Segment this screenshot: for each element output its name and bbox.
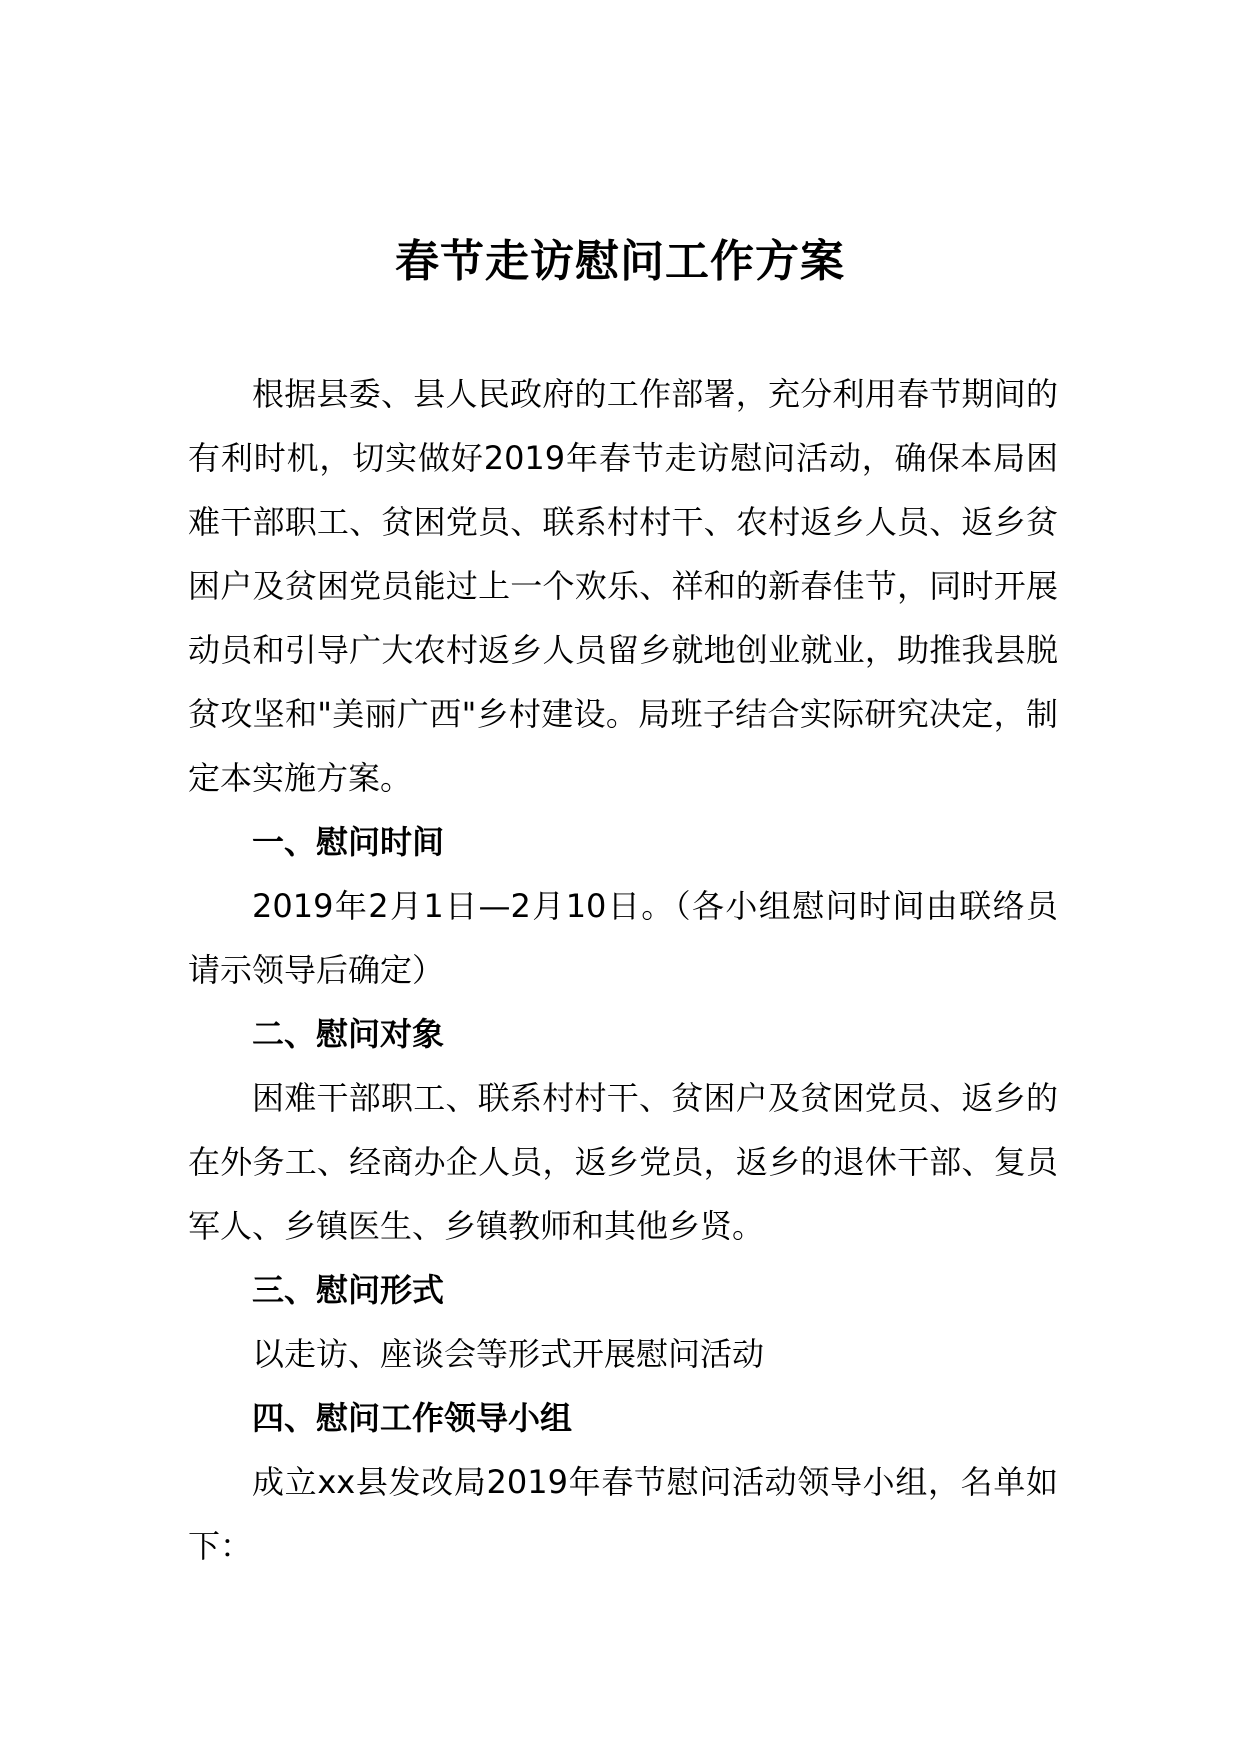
section-text-targets: 困难干部职工、联系村村干、贫困户及贫困党员、返乡的在外务工、经商办企人员，返乡党员，返乡的退休干部、复员军人、乡镇医生、乡镇教师和其他乡贤。 — [188, 1079, 1058, 1245]
section-text-time: 2019年2月1日—2月10日。（各小组慰问时间由联络员请示领导后确定） — [188, 887, 1058, 989]
document-title: 春节走访慰问工作方案 — [395, 236, 845, 287]
section-text-form: 以走访、座谈会等形式开展慰问活动 — [252, 1335, 765, 1373]
intro-paragraph: 根据县委、县人民政府的工作部署，充分利用春节期间的有利时机，切实做好2019年春节走访慰问活动，确保本局困难干部职工、贫困党员、联系村村干、农村返乡人员、返乡贫困户及贫困党员能过上一个欢乐、祥和的新春佳节，同时开展动员和引导广大农村返乡人员留乡就地创业就业，助推我县脱贫攻坚和"美丽广西"乡村建设。局班子结合实际研究决定，制定本实施方案。 — [188, 375, 1058, 797]
section-heading-targets: 二、慰问对象 — [252, 1015, 445, 1053]
section-text-leadership-group: 成立xx县发改局2019年春节慰问活动领导小组，名单如下： — [188, 1463, 1058, 1565]
section-heading-leadership-group: 四、慰问工作领导小组 — [252, 1399, 573, 1437]
document-body — [188, 362, 1058, 1578]
section-heading-time: 一、慰问时间 — [252, 823, 445, 861]
section-heading-form: 三、慰问形式 — [252, 1271, 445, 1309]
